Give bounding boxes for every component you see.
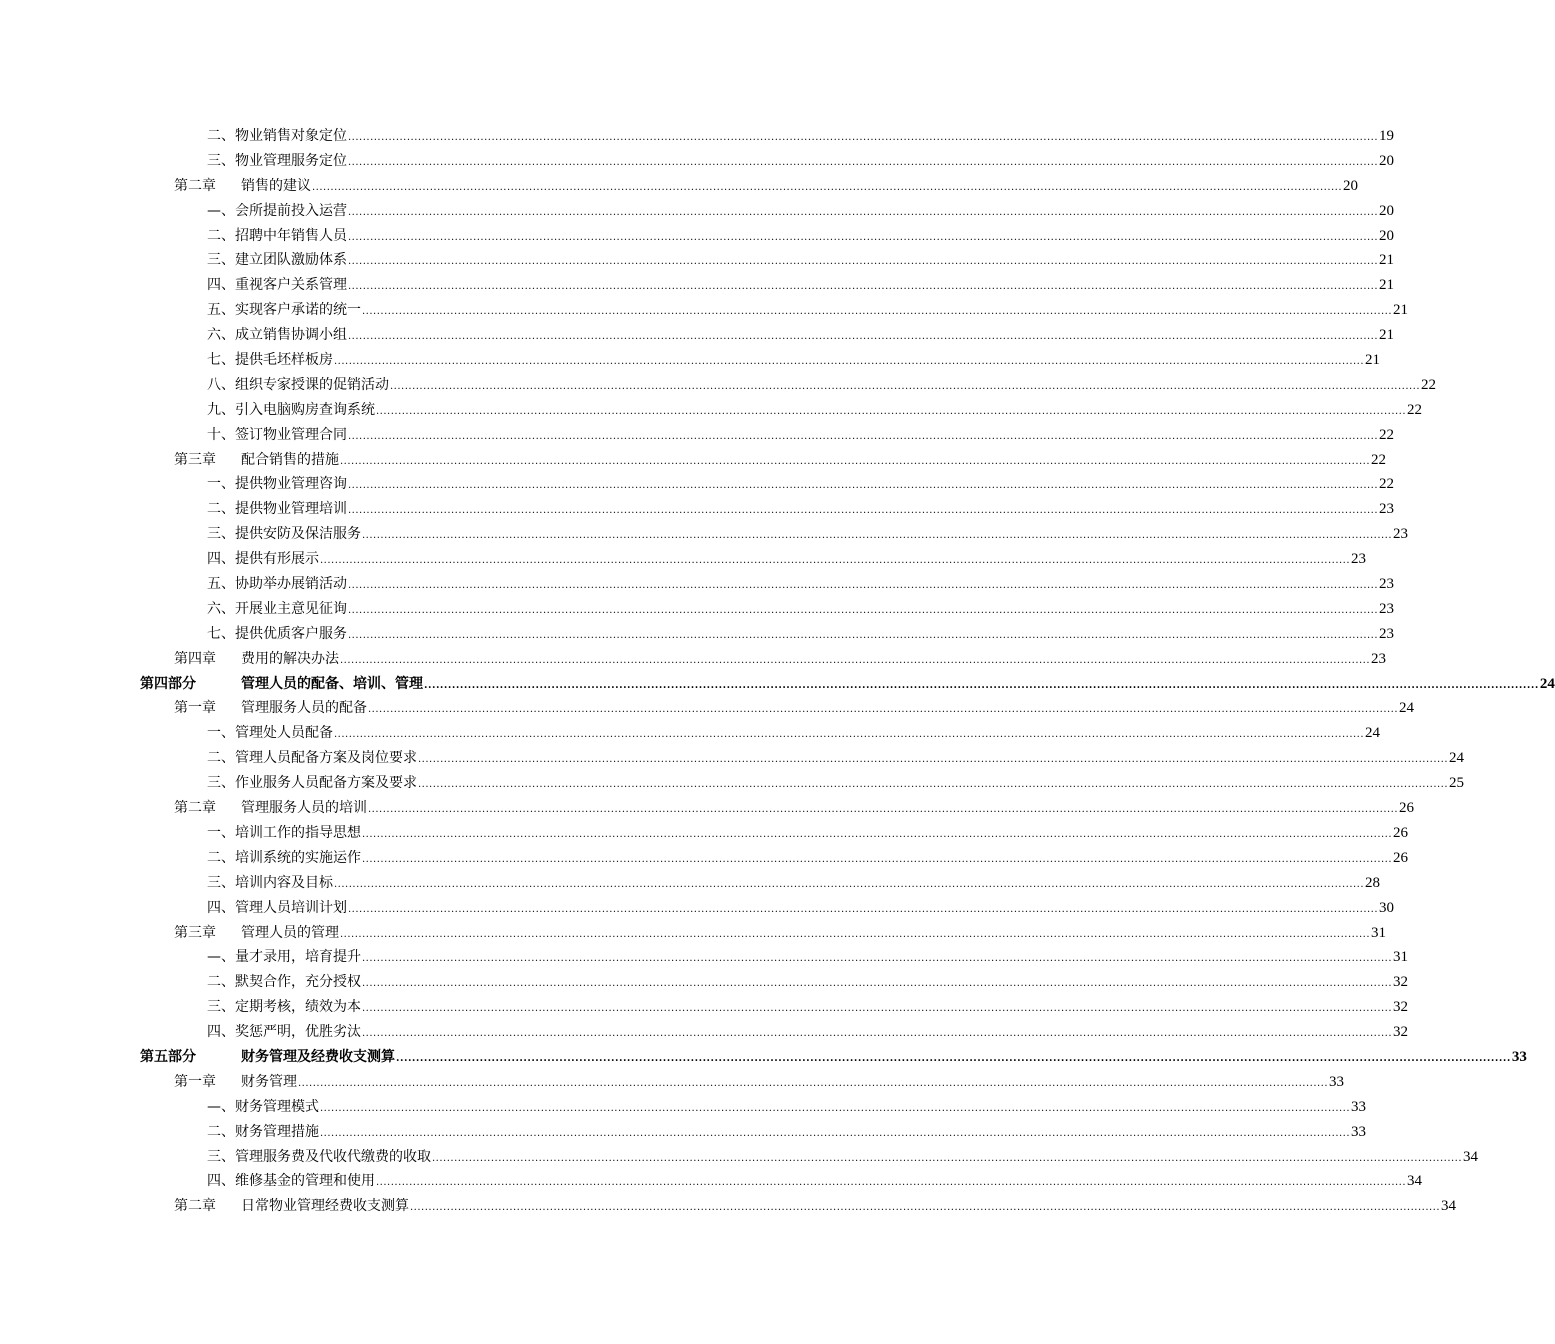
toc-entry-title: 销售的建议 — [241, 177, 311, 194]
toc-entry-section[interactable] — [207, 522, 1409, 547]
toc-leader-dots — [410, 1196, 1440, 1221]
toc-entry-page: 33 — [1329, 1073, 1345, 1090]
toc-entry-section[interactable] — [207, 124, 1395, 149]
toc-entry-chapter[interactable] — [174, 1194, 1457, 1219]
toc-leader-dots — [390, 375, 1420, 400]
toc-entry-number: 九、 — [207, 401, 235, 418]
toc-entry-section[interactable] — [207, 945, 1409, 970]
toc-entry-number: 三、 — [207, 526, 235, 543]
toc-entry-chapter[interactable] — [174, 796, 1415, 821]
toc-entry-title: 量才录用，培育提升 — [235, 949, 361, 966]
toc-entry-page: 31 — [1393, 949, 1409, 966]
toc-entry-title: 财务管理模式 — [235, 1098, 319, 1115]
toc-leader-dots — [376, 400, 1406, 425]
toc-leader-dots — [348, 151, 1378, 176]
toc-entry-number: 七、 — [207, 625, 235, 642]
toc-entry-section[interactable] — [207, 622, 1395, 647]
toc-entry-page: 21 — [1379, 252, 1395, 269]
toc-leader-dots — [348, 599, 1378, 624]
toc-entry-section[interactable] — [207, 199, 1395, 224]
toc-leader-dots — [362, 972, 1392, 997]
toc-entry-number: 二、 — [207, 501, 235, 518]
toc-leader-dots — [348, 126, 1378, 151]
toc-entry-page: 22 — [1379, 426, 1395, 443]
toc-entry-number: 一、 — [207, 824, 235, 841]
toc-entry-title: 建立团队激励体系 — [235, 252, 347, 269]
toc-entry-title: 默契合作，充分授权 — [235, 974, 361, 991]
toc-leader-dots — [362, 300, 1392, 325]
toc-leader-dots — [362, 524, 1392, 549]
toc-entry-section[interactable] — [207, 721, 1381, 746]
toc-leader-dots — [298, 1072, 1328, 1097]
toc-entry-page: 33 — [1351, 1098, 1367, 1115]
toc-leader-dots — [348, 474, 1378, 499]
toc-leader-dots — [362, 848, 1392, 873]
toc-leader-dots — [368, 798, 1398, 823]
toc-entry-number: 五、 — [207, 302, 235, 319]
toc-entry-title: 管理服务费及代收代缴费的收取 — [235, 1148, 431, 1165]
toc-entry-section[interactable] — [207, 547, 1367, 572]
toc-entry-number: 五、 — [207, 576, 235, 593]
toc-entry-page: 21 — [1379, 277, 1395, 294]
toc-entry-title: 作业服务人员配备方案及要求 — [235, 775, 417, 792]
toc-leader-dots — [348, 250, 1378, 275]
toc-entry-title: 财务管理措施 — [235, 1123, 319, 1140]
toc-entry-number: 六、 — [207, 600, 235, 617]
toc-entry-page: 24 — [1399, 700, 1415, 717]
toc-entry-page: 21 — [1393, 302, 1409, 319]
toc-entry-section[interactable] — [207, 746, 1465, 771]
toc-leader-dots — [418, 773, 1448, 798]
toc-entry-page: 22 — [1371, 451, 1387, 468]
toc-entry-number: 第四章 — [174, 650, 216, 667]
toc-leader-dots — [334, 723, 1364, 748]
toc-entry-number: 二、 — [207, 974, 235, 991]
toc-entry-title: 培训内容及目标 — [235, 874, 333, 891]
toc-entry-page: 32 — [1393, 974, 1409, 991]
toc-entry-section[interactable] — [207, 896, 1395, 921]
toc-entry-title: 会所提前投入运营 — [235, 202, 347, 219]
toc-entry-title: 提供物业管理培训 — [235, 501, 347, 518]
toc-leader-dots — [362, 1022, 1392, 1047]
toc-leader-dots — [320, 1097, 1350, 1122]
toc-entry-page: 21 — [1365, 352, 1381, 369]
toc-leader-dots — [362, 823, 1392, 848]
toc-entry-title: 奖惩严明，优胜劣汰 — [235, 1024, 361, 1041]
toc-entry-title: 管理人员的配备、培训、管理 — [241, 675, 423, 692]
toc-leader-dots — [348, 898, 1378, 923]
toc-entry-section[interactable] — [207, 871, 1381, 896]
toc-entry-page: 33 — [1351, 1123, 1367, 1140]
toc-entry-number: 三、 — [207, 252, 235, 269]
toc-entry-chapter[interactable] — [174, 1070, 1345, 1095]
toc-entry-number: 第一章 — [174, 1073, 216, 1090]
toc-entry-page: 25 — [1449, 775, 1465, 792]
toc-entry-page: 23 — [1379, 625, 1395, 642]
toc-entry-page: 24 — [1539, 675, 1555, 692]
toc-entry-page: 33 — [1511, 1048, 1527, 1065]
toc-entry-number: 三、 — [207, 999, 235, 1016]
toc-entry-title: 成立销售协调小组 — [235, 327, 347, 344]
toc-entry-page: 26 — [1393, 849, 1409, 866]
toc-entry-page: 26 — [1393, 824, 1409, 841]
toc-leader-dots — [320, 1122, 1350, 1147]
toc-entry-section[interactable] — [207, 1169, 1423, 1194]
toc-entry-number: 三、 — [207, 1148, 235, 1165]
toc-entry-title: 重视客户关系管理 — [235, 277, 347, 294]
toc-entry-number: 二、 — [207, 128, 235, 144]
toc-leader-dots — [348, 425, 1378, 450]
toc-entry-number: 第二章 — [174, 1198, 216, 1215]
toc-entry-section[interactable] — [207, 572, 1395, 597]
toc-leader-dots — [418, 748, 1448, 773]
toc-entry-number: 四、 — [207, 551, 235, 568]
toc-entry-number: 一、 — [207, 476, 235, 493]
table-of-contents — [0, 124, 1555, 1219]
toc-entry-title: 提供优质客户服务 — [235, 625, 347, 642]
toc-entry-section[interactable] — [207, 1145, 1479, 1170]
toc-entry-part[interactable] — [140, 672, 1555, 697]
toc-entry-section[interactable] — [207, 1120, 1367, 1145]
toc-entry-page: 21 — [1379, 327, 1395, 344]
toc-entry-title: 定期考核，绩效为本 — [235, 999, 361, 1016]
toc-entry-page: 24 — [1449, 750, 1465, 767]
toc-leader-dots — [362, 997, 1392, 1022]
toc-entry-number: 二、 — [207, 1123, 235, 1140]
toc-entry-page: 22 — [1379, 476, 1395, 493]
toc-entry-section[interactable] — [207, 1020, 1409, 1045]
toc-entry-part[interactable] — [140, 1045, 1527, 1070]
toc-entry-page: 23 — [1351, 551, 1367, 568]
toc-entry-title: 签订物业管理合同 — [235, 426, 347, 443]
toc-entry-title: 费用的解决办法 — [241, 650, 339, 667]
toc-entry-page: 23 — [1393, 526, 1409, 543]
toc-entry-page: 20 — [1343, 177, 1359, 194]
toc-entry-title: 提供安防及保洁服务 — [235, 526, 361, 543]
toc-entry-section[interactable] — [207, 348, 1381, 373]
toc-leader-dots — [376, 1171, 1406, 1196]
toc-entry-number: 二、 — [207, 849, 235, 866]
toc-entry-section[interactable] — [207, 373, 1437, 398]
toc-leader-dots — [348, 624, 1378, 649]
toc-leader-dots — [424, 674, 1539, 699]
toc-entry-title: 日常物业管理经费收支测算 — [241, 1198, 409, 1215]
toc-entry-section[interactable] — [207, 472, 1395, 497]
toc-entry-title: 开展业主意见征询 — [235, 600, 347, 617]
toc-entry-number: 第三章 — [174, 451, 216, 468]
toc-entry-section[interactable] — [207, 970, 1409, 995]
toc-entry-title: 维修基金的管理和使用 — [235, 1173, 375, 1190]
toc-entry-number: 四、 — [207, 1173, 235, 1190]
toc-entry-page: 20 — [1379, 202, 1395, 219]
toc-entry-number: 一、 — [207, 725, 235, 742]
toc-entry-title: 管理人员培训计划 — [235, 899, 347, 916]
toc-entry-title: 实现客户承诺的统一 — [235, 302, 361, 319]
toc-entry-page: 19 — [1379, 128, 1395, 144]
toc-entry-title: 管理人员的管理 — [241, 924, 339, 941]
toc-entry-number: 二、 — [207, 750, 235, 767]
toc-entry-number: 第四部分 — [140, 675, 196, 692]
toc-leader-dots — [348, 226, 1378, 251]
toc-entry-number: 四、 — [207, 277, 235, 294]
toc-entry-number: 第三章 — [174, 924, 216, 941]
toc-entry-page: 22 — [1421, 376, 1437, 393]
toc-leader-dots — [334, 873, 1364, 898]
toc-entry-number: 七、 — [207, 352, 235, 369]
toc-entry-title: 协助举办展销活动 — [235, 576, 347, 593]
toc-entry-section[interactable] — [207, 248, 1395, 273]
toc-entry-title: 提供物业管理咨询 — [235, 476, 347, 493]
toc-entry-title: 提供毛坯样板房 — [235, 352, 333, 369]
toc-entry-page: 34 — [1463, 1148, 1479, 1165]
toc-entry-title: 财务管理及经费收支测算 — [241, 1048, 395, 1065]
toc-entry-section[interactable] — [207, 273, 1395, 298]
toc-entry-title: 物业销售对象定位 — [235, 128, 347, 144]
toc-entry-title: 培训系统的实施运作 — [235, 849, 361, 866]
toc-entry-page: 26 — [1399, 800, 1415, 817]
toc-entry-title: 配合销售的措施 — [241, 451, 339, 468]
toc-entry-page: 32 — [1393, 1024, 1409, 1041]
toc-entry-chapter[interactable] — [174, 647, 1387, 672]
toc-entry-number: 三、 — [207, 152, 235, 169]
toc-entry-section[interactable] — [207, 423, 1395, 448]
toc-leader-dots — [348, 201, 1378, 226]
toc-entry-number: 三、 — [207, 775, 235, 792]
toc-entry-page: 23 — [1371, 650, 1387, 667]
toc-entry-number: 十、 — [207, 426, 235, 443]
toc-leader-dots — [362, 947, 1392, 972]
toc-entry-section[interactable] — [207, 298, 1409, 323]
toc-leader-dots — [320, 549, 1350, 574]
toc-entry-number: 二、 — [207, 227, 235, 244]
toc-entry-number: 第五部分 — [140, 1048, 196, 1065]
toc-entry-title: 培训工作的指导思想 — [235, 824, 361, 841]
toc-entry-number: 四、 — [207, 1024, 235, 1041]
toc-entry-chapter[interactable] — [174, 696, 1415, 721]
toc-entry-section[interactable] — [207, 597, 1395, 622]
toc-entry-section[interactable] — [207, 497, 1395, 522]
toc-entry-number: 第二章 — [174, 177, 216, 194]
toc-entry-number: 三、 — [207, 874, 235, 891]
toc-entry-page: 20 — [1379, 152, 1395, 169]
toc-entry-title: 财务管理 — [241, 1073, 297, 1090]
toc-entry-title: 提供有形展示 — [235, 551, 319, 568]
toc-entry-section[interactable] — [207, 323, 1395, 348]
toc-entry-number: 第一章 — [174, 700, 216, 717]
toc-entry-section[interactable] — [207, 1095, 1367, 1120]
toc-leader-dots — [348, 499, 1378, 524]
toc-entry-section[interactable] — [207, 398, 1423, 423]
toc-entry-page: 34 — [1441, 1198, 1457, 1215]
toc-entry-page: 31 — [1371, 924, 1387, 941]
toc-entry-chapter[interactable] — [174, 448, 1387, 473]
toc-leader-dots — [432, 1147, 1462, 1172]
toc-entry-number: —、 — [207, 949, 235, 966]
toc-leader-dots — [348, 325, 1378, 350]
toc-entry-title: 组织专家授课的促销活动 — [235, 376, 389, 393]
toc-entry-section[interactable] — [207, 995, 1409, 1020]
toc-entry-page: 20 — [1379, 227, 1395, 244]
toc-leader-dots — [348, 574, 1378, 599]
toc-entry-page: 23 — [1379, 576, 1395, 593]
toc-entry-number: —、 — [207, 202, 235, 219]
toc-leader-dots — [340, 649, 1370, 674]
toc-entry-number: 第二章 — [174, 800, 216, 817]
toc-entry-section[interactable] — [207, 771, 1465, 796]
toc-entry-page: 22 — [1407, 401, 1423, 418]
toc-entry-title: 管理服务人员的培训 — [241, 800, 367, 817]
toc-entry-section[interactable] — [207, 224, 1395, 249]
toc-entry-number: —、 — [207, 1098, 235, 1115]
toc-entry-section[interactable] — [207, 846, 1409, 871]
toc-entry-title: 引入电脑购房查询系统 — [235, 401, 375, 418]
toc-entry-number: 六、 — [207, 327, 235, 344]
toc-entry-page: 24 — [1365, 725, 1381, 742]
toc-entry-page: 34 — [1407, 1173, 1423, 1190]
toc-entry-section[interactable] — [207, 149, 1395, 174]
toc-entry-number: 八、 — [207, 376, 235, 393]
toc-entry-section[interactable] — [207, 821, 1409, 846]
toc-entry-page: 32 — [1393, 999, 1409, 1016]
toc-leader-dots — [396, 1047, 1511, 1072]
toc-entry-page: 28 — [1365, 874, 1381, 891]
toc-entry-page: 23 — [1379, 600, 1395, 617]
toc-entry-title: 管理处人员配备 — [235, 725, 333, 742]
toc-entry-page: 30 — [1379, 899, 1395, 916]
toc-entry-chapter[interactable] — [174, 174, 1359, 199]
toc-entry-title: 管理人员配备方案及岗位要求 — [235, 750, 417, 767]
toc-entry-chapter[interactable] — [174, 921, 1387, 946]
toc-leader-dots — [334, 350, 1364, 375]
toc-entry-number: 四、 — [207, 899, 235, 916]
toc-leader-dots — [340, 450, 1370, 475]
toc-leader-dots — [348, 275, 1378, 300]
toc-leader-dots — [340, 923, 1370, 948]
toc-entry-title: 招聘中年销售人员 — [235, 227, 347, 244]
toc-entry-title: 管理服务人员的配备 — [241, 700, 367, 717]
toc-entry-page: 23 — [1379, 501, 1395, 518]
toc-leader-dots — [312, 176, 1342, 201]
toc-leader-dots — [368, 698, 1398, 723]
toc-entry-title: 物业管理服务定位 — [235, 152, 347, 169]
